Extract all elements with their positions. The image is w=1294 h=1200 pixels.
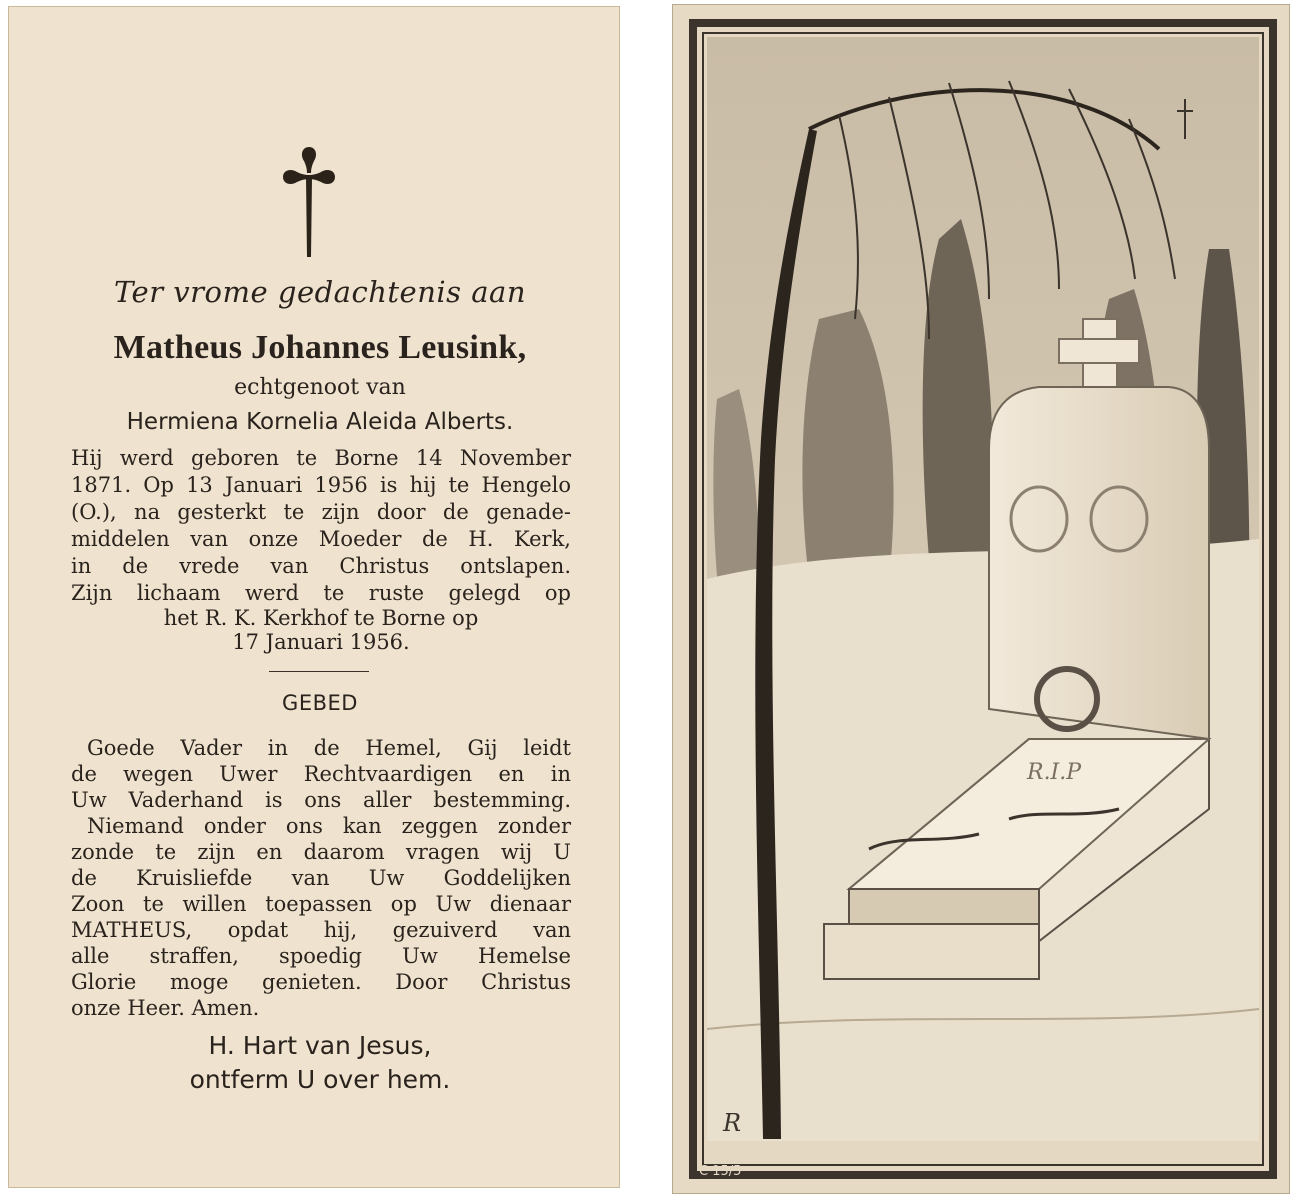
prayer-line: alle straffen, spoedig Uw Hemelse [71, 944, 571, 968]
prayer-line: de wegen Uwer Rechtvaardigen en in [71, 762, 571, 786]
deceased-name: Matheus Johannes Leusink, [113, 329, 527, 366]
bio-line: het R. K. Kerkhof te Borne op [163, 606, 479, 630]
prayer-line: zonde te zijn en daarom vragen wij U [71, 840, 571, 864]
prayer-line: MATHEUS, opdat hij, gezuiverd van [71, 918, 571, 942]
prayer-line: de Kruisliefde van Uw Goddelijken [71, 866, 571, 890]
bio-line: middelen van onze Moeder de H. Kerk, [71, 527, 571, 551]
bio-line: 17 Januari 1956. [232, 630, 410, 654]
artist-signature: R [723, 1109, 742, 1137]
memorial-card-illustration-side [672, 4, 1290, 1194]
bio-line: (O.), na gesterkt te zijn door de genade- [71, 500, 571, 524]
closing-line: H. Hart van Jesus, [208, 1031, 432, 1060]
prayer-line: Glorie moge genieten. Door Christus [71, 970, 571, 994]
divider [269, 671, 369, 672]
prayer-line: Goede Vader in de Hemel, Gij leidt [87, 736, 571, 760]
closing-line: ontferm U over hem. [189, 1065, 451, 1094]
spouse-label: echtgenoot van [234, 375, 406, 400]
tomb-inscription: R.I.P [1027, 760, 1082, 785]
spouse-name: Hermiena Kornelia Aleida Alberts. [126, 409, 514, 435]
prayer-line: onze Heer. Amen. [71, 996, 260, 1020]
prayer-title: GEBED [282, 691, 358, 715]
prayer-line: Uw Vaderhand is ons aller bestemming. [71, 788, 571, 812]
memorial-card-text-side [8, 6, 620, 1188]
grave-illustration [689, 19, 1277, 1179]
prayer-line: Zoon te willen toepassen op Uw dienaar [71, 892, 571, 916]
dedication-intro: Ter vrome gedachtenis aan [113, 275, 527, 309]
bio-line: 1871. Op 13 Januari 1956 is hij te Hengelo [71, 473, 571, 497]
print-code: C 15/5 [699, 1164, 742, 1179]
bio-line: in de vrede van Christus ontslapen. [71, 554, 571, 578]
cross-icon [281, 145, 337, 257]
bio-line: Zijn lichaam werd te ruste gelegd op [71, 581, 571, 605]
prayer-line: Niemand onder ons kan zeggen zonder [87, 814, 571, 838]
bio-line: Hij werd geboren te Borne 14 November [71, 446, 571, 470]
